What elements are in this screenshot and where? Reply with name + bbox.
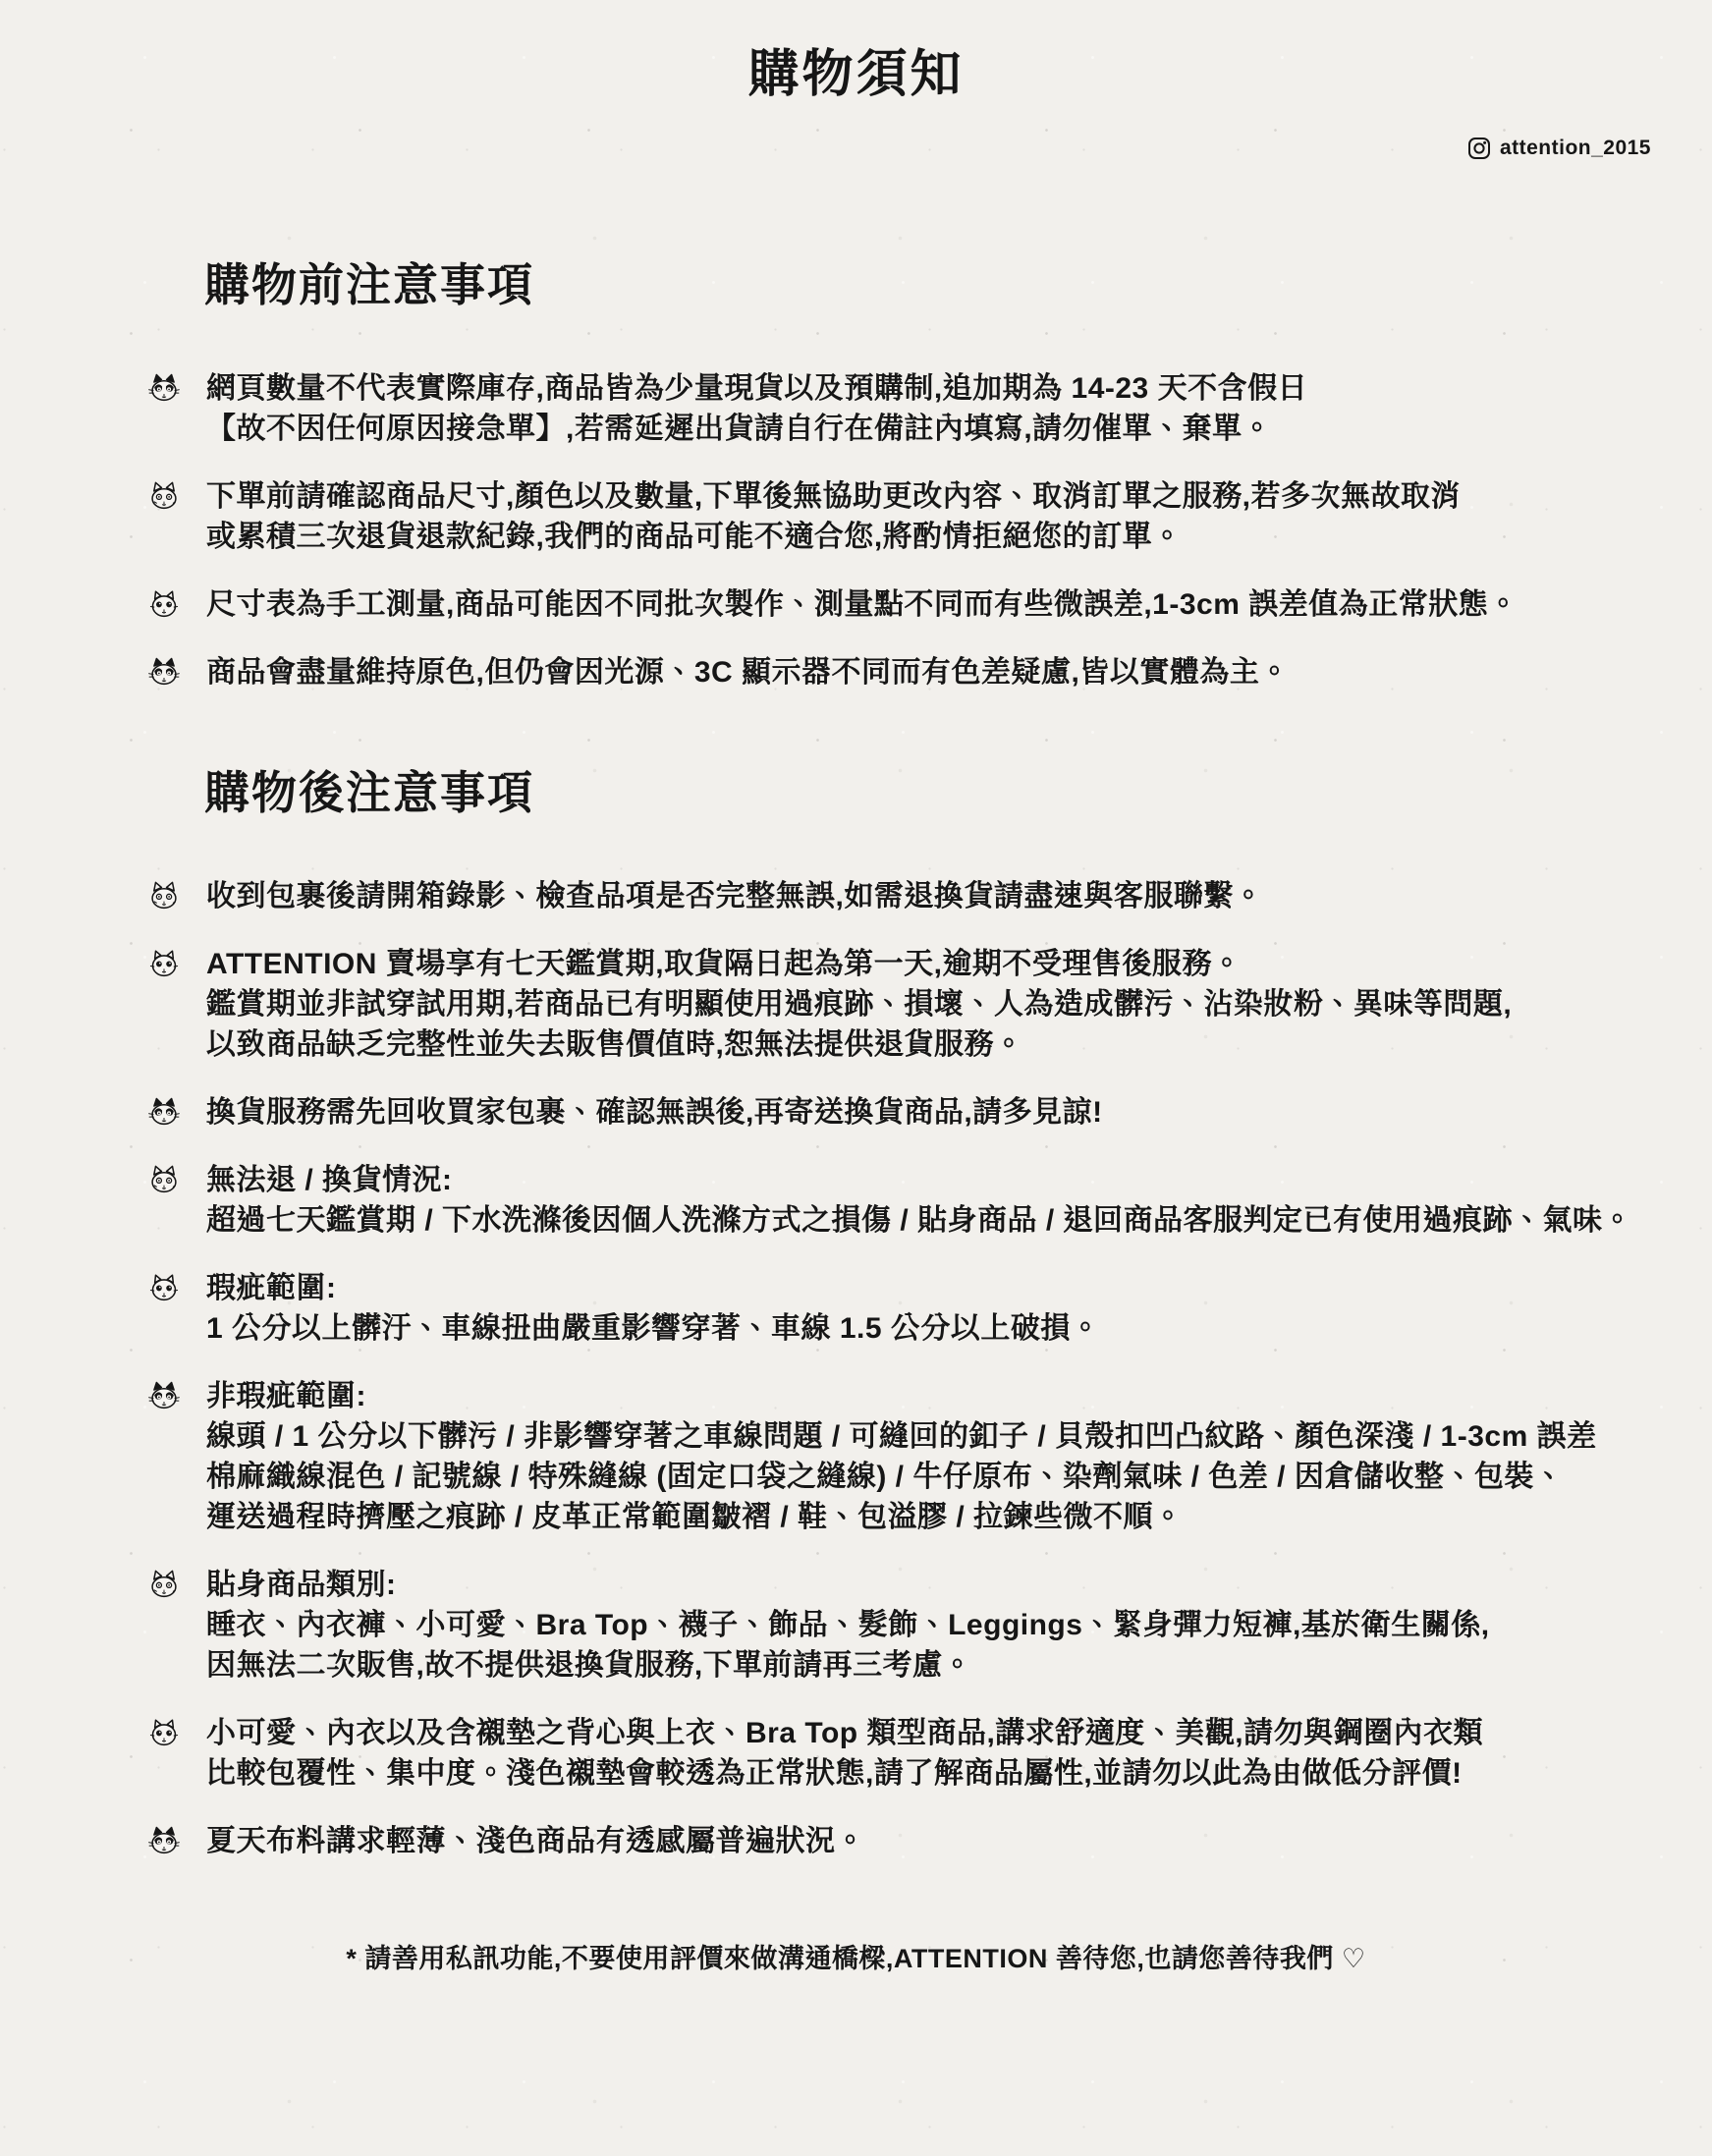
notice-line: 下單前請確認商品尺寸,顏色以及數量,下單後無協助更改內容、取消訂單之服務,若多次無故取消	[206, 480, 1462, 513]
notice-item-text	[206, 1713, 1483, 1794]
notice-line: 瑕疵範圍:	[206, 1272, 337, 1304]
notice-item	[147, 1565, 1712, 1686]
cat-swirl-eyes-icon	[147, 1163, 181, 1196]
notice-section-before-purchase	[147, 258, 1712, 692]
page-title: 購物須知	[747, 46, 965, 103]
notice-item-text	[206, 476, 1461, 557]
notice-line: 換貨服務需先回收買家包裹、確認無誤後,再寄送換貨商品,請多見諒!	[206, 1096, 1103, 1129]
notice-line: 運送過程時擠壓之痕跡 / 皮革正常範圍皺褶 / 鞋、包溢膠 / 拉鍊些微不順。	[206, 1501, 1184, 1533]
cat-round-eyes-icon	[147, 1271, 181, 1304]
notice-line: 收到包裹後請開箱錄影、檢查品項是否完整無誤,如需退換貨請盡速與客服聯繫。	[206, 880, 1264, 912]
notice-line: ATTENTION 賣場享有七天鑑賞期,取貨隔日起為第一天,逾期不受理售後服務。	[206, 948, 1243, 980]
notice-item	[147, 1268, 1712, 1349]
cat-swirl-eyes-icon	[147, 479, 181, 513]
notice-line: 【故不因任何原因接急單】,若需延遲出貨請自行在備註內填寫,請勿催單、棄單。	[206, 413, 1273, 445]
notice-item	[147, 1376, 1712, 1537]
bullet-list	[147, 368, 1712, 692]
notice-line: 睡衣、內衣褲、小可愛、Bra Top、襪子、飾品、髮飾、Leggings、緊身彈力短褲,基於衛生關係,	[206, 1609, 1490, 1641]
instagram-handle	[1467, 137, 1651, 160]
notice-item-text	[206, 1376, 1597, 1537]
notice-line: 小可愛、內衣以及含襯墊之背心與上衣、Bra Top 類型商品,講求舒適度、美觀,請勿與鋼圈內衣類	[206, 1717, 1484, 1749]
notice-item	[147, 1821, 1712, 1861]
notice-section-after-purchase	[147, 766, 1712, 1861]
notice-item	[147, 1160, 1712, 1241]
bullet-list	[147, 876, 1712, 1861]
notice-item	[147, 652, 1712, 692]
notice-line: 商品會盡量維持原色,但仍會因光源、3C 顯示器不同而有色差疑慮,皆以實體為主。	[206, 656, 1290, 689]
notice-item-text	[206, 876, 1263, 916]
notice-item-text	[206, 584, 1519, 625]
cat-swirl-eyes-icon	[147, 1568, 181, 1601]
notice-line: 線頭 / 1 公分以下髒污 / 非影響穿著之車線問題 / 可縫回的釦子 / 貝殼扣凹凸紋路、顏色深淺 / 1-3cm 誤差	[206, 1420, 1597, 1453]
notice-item	[147, 476, 1712, 557]
notice-line: 或累積三次退貨退款紀錄,我們的商品可能不適合您,將酌情拒絕您的訂單。	[206, 521, 1183, 553]
cat-tuxedo-icon	[147, 1824, 181, 1857]
notice-item-text	[206, 368, 1307, 449]
notice-line: 尺寸表為手工測量,商品可能因不同批次製作、測量點不同而有些微誤差,1-3cm 誤差值為正常狀態。	[206, 588, 1519, 621]
notice-line: 鑑賞期並非試穿試用期,若商品已有明顯使用過痕跡、損壞、人為造成髒污、沾染妝粉、異味等問題,	[206, 988, 1513, 1021]
notice-line: 以致商品缺乏完整性並失去販售價值時,恕無法提供退貨服務。	[206, 1028, 1024, 1061]
section-heading: 購物後注意事項	[204, 767, 534, 818]
notice-item-text	[206, 652, 1290, 692]
notice-line: 超過七天鑑賞期 / 下水洗滌後因個人洗滌方式之損傷 / 貼身商品 / 退回商品客服判定已有使用過痕跡、氣味。	[206, 1204, 1633, 1237]
cat-round-eyes-icon	[147, 1716, 181, 1749]
notice-item	[147, 876, 1712, 916]
cat-tuxedo-icon	[147, 1095, 181, 1129]
footer-note: * 請善用私訊功能,不要使用評價來做溝通橋樑,ATTENTION 善待您,也請您善待我們 ♡	[346, 1944, 1366, 1973]
notice-item	[147, 1713, 1712, 1794]
notice-line: 比較包覆性、集中度。淺色襯墊會較透為正常狀態,請了解商品屬性,並請勿以此為由做低分評價!	[206, 1757, 1463, 1790]
notice-item	[147, 368, 1712, 449]
page-footer	[0, 1942, 1712, 1975]
notice-line: 無法退 / 換貨情況:	[206, 1164, 453, 1196]
notice-item	[147, 944, 1712, 1065]
notice-item-text	[206, 1821, 865, 1861]
notice-item-text	[206, 1160, 1632, 1241]
instagram-icon	[1467, 137, 1491, 160]
section-heading: 購物前注意事項	[204, 259, 534, 310]
cat-tuxedo-icon	[147, 1379, 181, 1412]
notice-item	[147, 584, 1712, 625]
notice-line: 1 公分以上髒汙、車線扭曲嚴重影響穿著、車線 1.5 公分以上破損。	[206, 1312, 1101, 1345]
notice-line: 非瑕疵範圍:	[206, 1380, 366, 1412]
notice-line: 因無法二次販售,故不提供退換貨服務,下單前請再三考慮。	[206, 1649, 973, 1682]
cat-round-eyes-icon	[147, 587, 181, 621]
notice-line: 夏天布料講求輕薄、淺色商品有透感屬普遍狀況。	[206, 1825, 865, 1857]
cat-tuxedo-icon	[147, 371, 181, 405]
notice-sections	[147, 258, 1712, 1861]
notice-line: 貼身商品類別:	[206, 1569, 397, 1601]
notice-item-text	[206, 1268, 1100, 1349]
notice-item-text	[206, 1565, 1490, 1686]
notice-item-text	[206, 1092, 1103, 1133]
cat-round-eyes-icon	[147, 947, 181, 980]
cat-swirl-eyes-icon	[147, 879, 181, 912]
instagram-handle-text: attention_2015	[1499, 137, 1651, 159]
notice-item	[147, 1092, 1712, 1133]
shopping-notice-page	[0, 44, 1712, 2156]
cat-tuxedo-icon	[147, 655, 181, 689]
notice-line: 網頁數量不代表實際庫存,商品皆為少量現貨以及預購制,追加期為 14-23 天不含假日	[206, 372, 1308, 405]
notice-line: 棉麻織線混色 / 記號線 / 特殊縫線 (固定口袋之縫線) / 牛仔原布、染劑氣味 / 色差 / 因倉儲收整、包裝、	[206, 1461, 1565, 1493]
notice-item-text	[206, 944, 1512, 1065]
